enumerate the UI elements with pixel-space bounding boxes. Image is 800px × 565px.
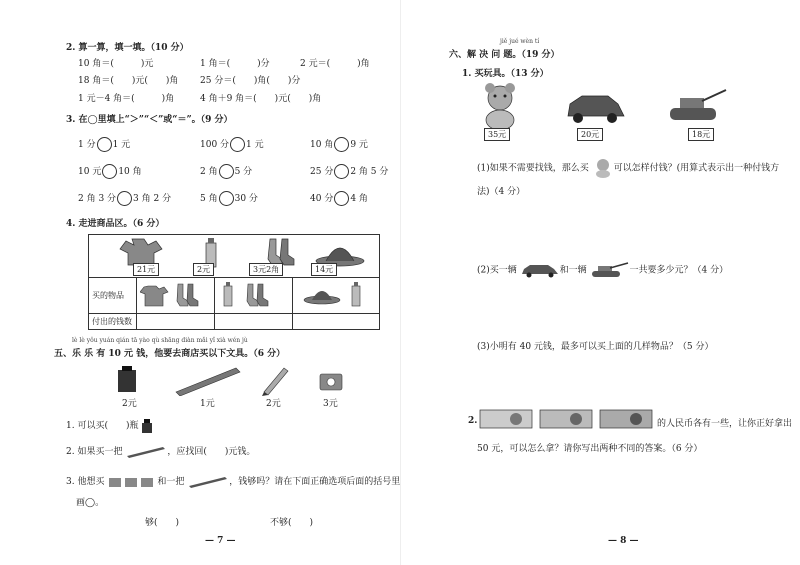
- pencil-icon: [262, 368, 288, 396]
- q2-cell: 25 分＝( )角( )分: [200, 76, 301, 86]
- sharpener-icon: [320, 374, 342, 390]
- bottle-socks-icon: [218, 280, 284, 310]
- s6-q1-2: (2)买一辆 和一辆 一共要多少元？（4 分）: [477, 262, 728, 278]
- toy-car-icon: [568, 96, 624, 123]
- s6-q1-title: 1. 买玩具。（13 分）: [462, 69, 549, 79]
- q2-title: 2. 算一算，填一填。（10 分）: [66, 43, 189, 53]
- answer-cell[interactable]: [215, 314, 293, 330]
- toy-price: 35元: [484, 128, 510, 141]
- s6-q1-1: (1)如果不需要找钱，那么买 可以怎样付钱？(用算式表示出一种付钱方: [477, 158, 779, 178]
- row-label-paid: 付出的钱数: [89, 314, 137, 330]
- ruler-icon: [125, 446, 167, 458]
- compare-circle[interactable]: [334, 164, 349, 179]
- toys-row: [470, 82, 730, 130]
- answer-cell[interactable]: [293, 314, 380, 330]
- s6-q2b: 50 元，可以怎么拿？请你写出两种不同的答案。（6 分）: [477, 444, 703, 454]
- compare-circle[interactable]: [97, 137, 112, 152]
- toy-tank-icon: [670, 90, 726, 120]
- price-tag: 14元: [311, 263, 337, 276]
- q4-title: 4. 走进商品区。（6 分）: [66, 219, 165, 229]
- toy-tank-icon: [590, 262, 630, 278]
- section5-title: 五、乐 乐 有 10 元 钱，他要去商店买以下文具。（6 分）: [54, 349, 286, 359]
- compare-item: 2 角 3 分 3 角 2 分: [78, 191, 171, 206]
- ruler-icon: [176, 368, 240, 396]
- page-number-right: — 8 —: [608, 536, 639, 546]
- q2-cell: 1 角＝( )分: [200, 59, 270, 69]
- toy-price: 20元: [577, 128, 603, 141]
- compare-item: 2 角 5 分: [200, 164, 252, 179]
- compare-item: 40 分 4 角: [310, 191, 368, 206]
- s5-q3d: 画◯。: [76, 498, 105, 508]
- price-tag: 2元: [193, 263, 214, 276]
- q2-cell: 1 元－4 角＝( )角: [78, 94, 175, 104]
- ink-bottle-icon: [141, 419, 153, 433]
- stationery-price: 2元: [122, 399, 137, 409]
- q3-title: 3. 在◯里填上“＞”“＜”或“＝”。（9 分）: [66, 115, 233, 125]
- section6-pinyin: jiě jué wèn tí: [500, 38, 540, 45]
- compare-circle[interactable]: [102, 164, 117, 179]
- row-label-bought: 买的物品: [89, 278, 137, 314]
- sharpeners-icon: [107, 475, 157, 489]
- tshirt-socks-icon: [140, 280, 206, 310]
- stationery-price: 1元: [200, 399, 215, 409]
- compare-item: 25 分 2 角 5 分: [310, 164, 388, 179]
- hat-bottle-icon: [296, 280, 376, 310]
- not-enough-option[interactable]: 不够( ): [270, 518, 314, 528]
- compare-circle[interactable]: [334, 137, 349, 152]
- s5-q3: 3. 他想买 和一把 ，钱够吗？请在下面正确选项后面的括号里: [66, 474, 400, 489]
- toy-car-icon: [520, 262, 560, 278]
- answer-cell[interactable]: [137, 314, 215, 330]
- banknotes-icon: [478, 406, 656, 430]
- price-tag: 21元: [133, 263, 159, 276]
- teddy-bear-icon: [485, 83, 515, 130]
- compare-item: 10 元 10 角: [78, 164, 142, 179]
- toy-price: 18元: [688, 128, 714, 141]
- s6-q1-3: (3)小明有 40 元钱，最多可以买上面的几样物品？（5 分）: [477, 342, 714, 352]
- section5-pinyin: lè lè yǒu yuán qián tā yào qù shāng diàn mǎi yǐ xià wén jù: [72, 337, 248, 344]
- enough-option[interactable]: 够( ): [145, 518, 180, 528]
- section6-title: 六、解 决 问 题。（19 分）: [449, 50, 560, 60]
- compare-circle[interactable]: [219, 164, 234, 179]
- compare-circle[interactable]: [230, 137, 245, 152]
- s6-q1-1c: 法)（4 分）: [477, 187, 526, 197]
- teddy-bear-icon: [592, 158, 614, 178]
- price-tag: 3元2角: [249, 263, 283, 276]
- s6-q2a: 的人民币各有一些，让你正好拿出: [657, 419, 793, 429]
- compare-circle[interactable]: [334, 191, 349, 206]
- tshirt-icon: [120, 239, 162, 265]
- compare-circle[interactable]: [117, 191, 132, 206]
- q2-cell: 18 角＝( )元( )角: [78, 76, 179, 86]
- q2-cell: 4 角＋9 角＝( )元( )角: [200, 94, 322, 104]
- ink-bottle-icon: [118, 366, 136, 392]
- q2-cell: 10 角＝( )元: [78, 59, 154, 69]
- compare-circle[interactable]: [219, 191, 234, 206]
- stationery-price: 3元: [323, 399, 338, 409]
- s5-q2: 2. 如果买一把 ，应找回( )元钱。: [66, 447, 256, 457]
- stationery-row: [112, 364, 372, 396]
- compare-item: 1 分 1 元: [78, 137, 130, 152]
- s5-q1: 1. 可以买( )瓶: [66, 418, 153, 433]
- ruler-icon: [187, 476, 229, 488]
- q2-cell: 2 元＝( )角: [300, 59, 370, 69]
- compare-item: 100 分 1 元: [200, 137, 264, 152]
- shop-table: [88, 234, 380, 330]
- socks-icon: [268, 239, 294, 265]
- s6-q2-num: 2.: [468, 416, 478, 426]
- compare-item: 5 角 30 分: [200, 191, 258, 206]
- page-number-left: — 7 —: [205, 536, 236, 546]
- compare-item: 10 角 9 元: [310, 137, 368, 152]
- stationery-price: 2元: [266, 399, 281, 409]
